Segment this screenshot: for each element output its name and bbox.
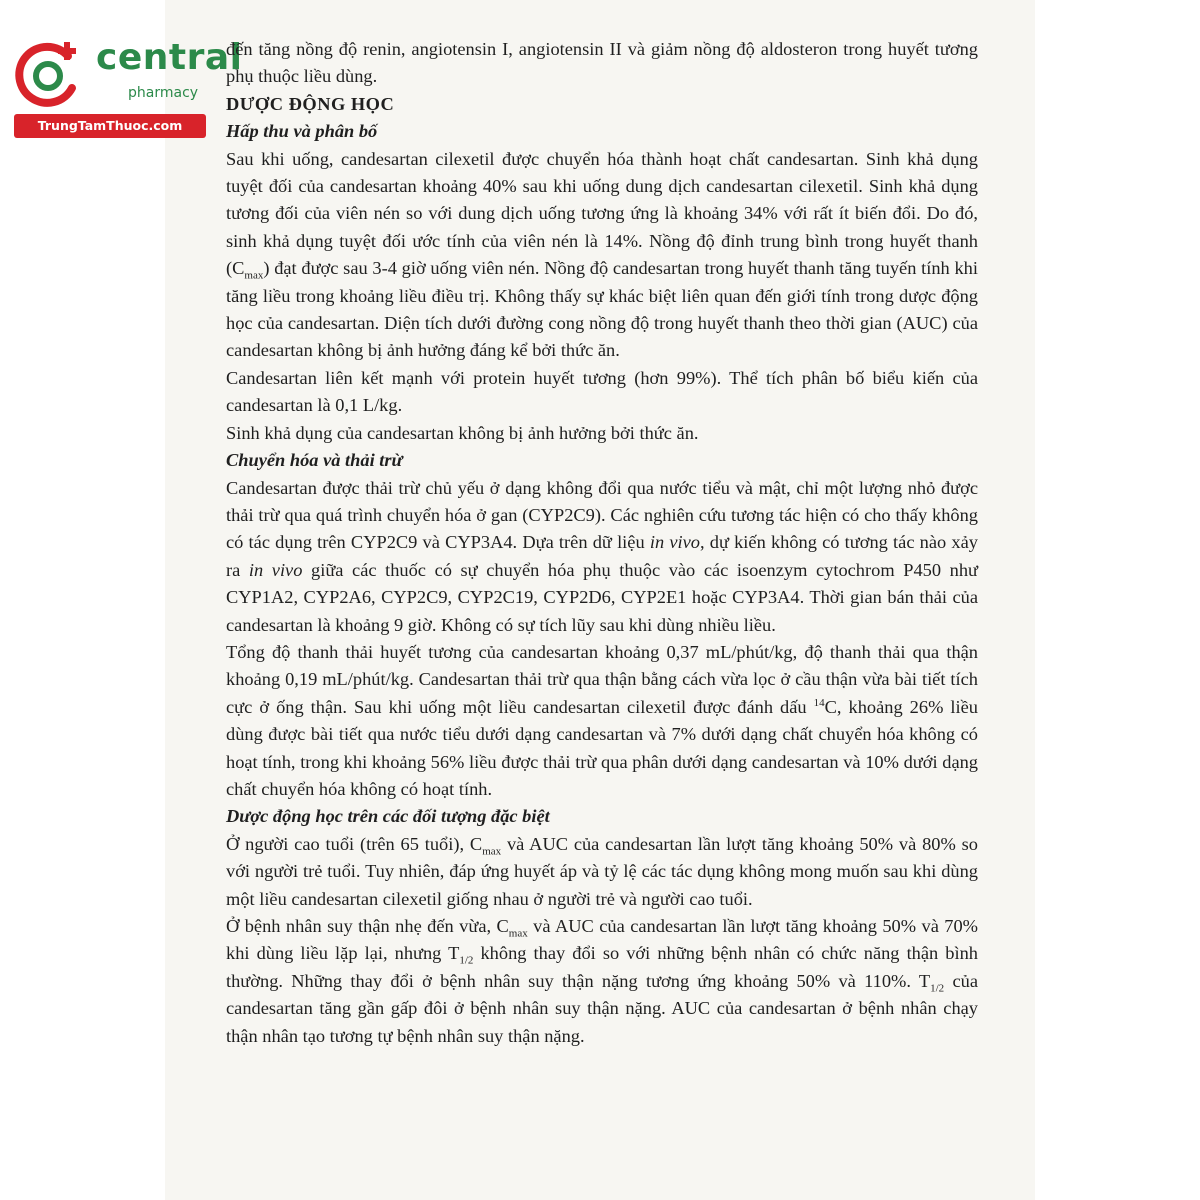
paragraph-metabolism: Candesartan được thải trừ chủ yếu ở dạng không đổi qua nước tiểu và mật, chỉ một lượng nhỏ được thải trừ qua quá trình chuyển hóa ở gan (CYP2C9). Các nghiên cứu tương tác hiện có cho thấy không có tác dụng trên CYP2C9 và CYP3A4. Dựa trên dữ liệu in vivo, dự kiến không có tương tác nào xảy ra in vivo giữa các thuốc có sự chuyển hóa phụ thuộc vào các isoenzym cytochrom P450 như CYP1A2, CYP2A6, CYP2C9, CYP2C19, CYP2D6, CYP2E1 hoặc CYP3A4. Thời gian bán thải của candesartan là khoảng 9 giờ. Không có sự tích lũy sau khi dùng nhiều liều.	[226, 477, 978, 635]
subheading-metabolism: Chuyển hóa và thải trừ	[226, 450, 403, 471]
paragraph-intro: đến tăng nồng độ renin, angiotensin I, angiotensin II và giảm nồng độ aldosteron trong huyết tương phụ thuộc liều dùng.	[226, 39, 978, 87]
central-pharmacy-logo	[10, 34, 243, 138]
section-heading: DƯỢC ĐỘNG HỌC	[226, 93, 395, 114]
paragraph-protein-binding: Candesartan liên kết mạnh với protein huyết tương (hơn 99%). Thể tích phân bố biểu kiến của candesartan là 0,1 L/kg.	[226, 367, 978, 416]
subheading-absorption: Hấp thu và phân bố	[226, 121, 378, 142]
page-margin	[1035, 0, 1200, 1200]
paragraph-elderly: Ở người cao tuổi (trên 65 tuổi), $C_{max}$ và AUC của candesartan lần lượt tăng khoảng 50% và 80% so với người trẻ tuổi. Tuy nhiên, đáp ứng huyết áp và tỷ lệ các tác dụng không mong muốn sau khi dùng một liều candesartan cilexetil giống nhau ở người trẻ và người cao tuổi.	[226, 833, 978, 909]
paragraph-renal: Ở bệnh nhân suy thận nhẹ đến vừa, $C_{max}$ và AUC của candesartan lần lượt tăng khoảng 50% và 70% khi dùng liều lặp lại, nhưng $T_{1/2}$ không thay đổi so với những bệnh nhân có chức năng thận bình thường. Những thay đổi ở bệnh nhân suy thận nặng tương ứng khoảng 50% và 110%. $T_{1/2}$ của candesartan tăng gần gấp đôi ở bệnh nhân suy thận nặng. AUC của candesartan ở bệnh nhân chạy thận nhân tạo tương tự bệnh nhân suy thận nặng.	[226, 916, 979, 1046]
logo-website-banner: TrungTamThuoc.com	[14, 114, 206, 138]
paragraph-clearance: Tổng độ thanh thải huyết tương của candesartan khoảng 0,37 mL/phút/kg, độ thanh thải qua thận khoảng 0,19 mL/phút/kg. Candesartan thải trừ qua thận bằng cách vừa lọc ở cầu thận vừa bài tiết tích cực ở ống thận. Sau khi uống một liều candesartan cilexetil được đánh dấu $^{14}$C, khoảng 26% liều dùng được bài tiết qua nước tiểu dưới dạng candesartan và 7% dưới dạng chất chuyển hóa không có hoạt tính, trong khi khoảng 56% liều được thải trừ qua phân dưới dạng candesartan và 10% dưới dạng chất chuyển hóa không có hoạt tính.	[226, 641, 978, 799]
subheading-special-populations: Dược động học trên các đối tượng đặc biệt	[226, 806, 550, 827]
logo-tagline: pharmacy	[128, 85, 199, 101]
pharmacy-logo-icon	[10, 36, 88, 114]
logo-brand-name: central	[96, 37, 243, 78]
document-body	[226, 36, 978, 1050]
paragraph-absorption: Sau khi uống, candesartan cilexetil được chuyển hóa thành hoạt chất candesartan. Sinh khả dụng tuyệt đối của candesartan khoảng 40% sau khi uống dung dịch candesartan cilexetil. Sinh khả dụng tương đối của viên nén so với dung dịch uống tương ứng là khoảng 34% với rất ít biến đổi. Do đó, sinh khả dụng tuyệt đối ước tính của viên nén là 14%. Nồng độ đỉnh trung bình trong huyết thanh $(C_{max})$ đạt được sau 3-4 giờ uống viên nén. Nồng độ candesartan trong huyết thanh tăng tuyến tính khi tăng liều trong khoảng liều điều trị. Không thấy sự khác biệt liên quan đến giới tính trong dược động học của candesartan. Diện tích dưới đường cong nồng độ trong huyết thanh theo thời gian (AUC) của candesartan không bị ảnh hưởng đáng kể bởi thức ăn.	[226, 148, 978, 361]
paragraph-bioavailability: Sinh khả dụng của candesartan không bị ảnh hưởng bởi thức ăn.	[226, 422, 699, 443]
